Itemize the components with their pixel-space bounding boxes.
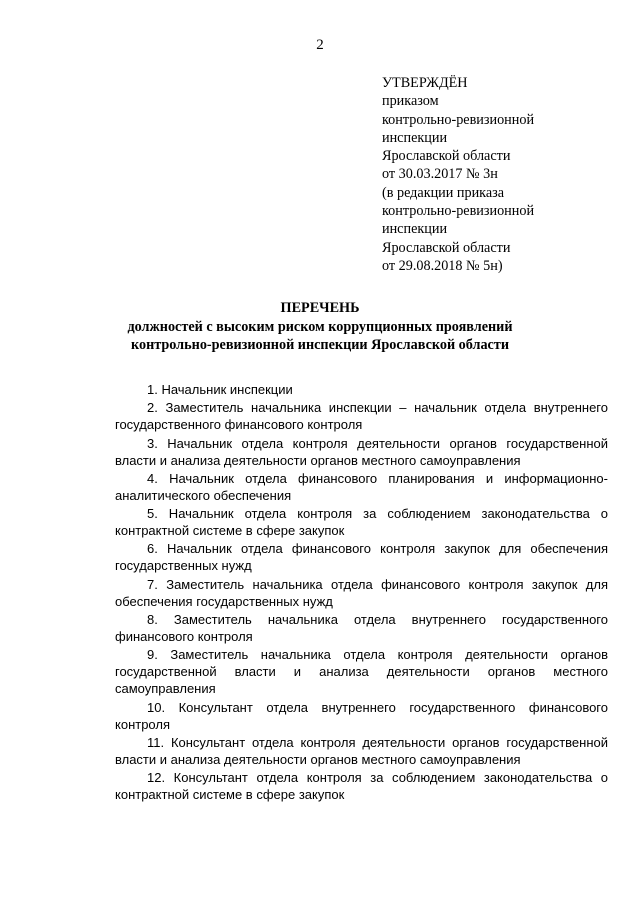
approval-line: инспекции bbox=[382, 221, 448, 238]
document-title bbox=[0, 299, 640, 355]
approval-line: от 30.03.2017 № 3н bbox=[382, 166, 498, 183]
approval-line: от 29.08.2018 № 5н) bbox=[382, 257, 503, 274]
list-item: 1. Начальник инспекции bbox=[147, 382, 293, 397]
approval-line: УТВЕРЖДЁН bbox=[382, 75, 468, 91]
approval-line: Ярославской области bbox=[382, 239, 511, 256]
approval-line: (в редакции приказа bbox=[382, 184, 505, 201]
approval-stamp bbox=[382, 74, 622, 275]
list-item: 12. Консультант отдела контроля за соблюдением законодательства о контрактной системе в сфере закупок bbox=[115, 770, 608, 803]
list-item: 5. Начальник отдела контроля за соблюдением законодательства о контрактной системе в сфере закупок bbox=[115, 506, 608, 539]
approval-line: Ярославской области bbox=[382, 148, 511, 165]
approval-line: инспекции bbox=[382, 129, 448, 146]
title-line: контрольно-ревизионной инспекции Ярославской области bbox=[130, 337, 509, 353]
list-item: 4. Начальник отдела финансового планирования и информационно-аналитического обеспечения bbox=[115, 470, 608, 503]
page-number: 2 bbox=[316, 37, 324, 53]
list-item: 11. Консультант отдела контроля деятельности органов государственной власти и анализа деятельности органов местного самоуправления bbox=[115, 734, 608, 767]
list-item: 3. Начальник отдела контроля деятельности органов государственной власти и анализа деятельности органов местного самоуправления bbox=[115, 435, 608, 468]
positions-list bbox=[115, 381, 608, 805]
title-line: должностей с высоким риском коррупционных проявлений bbox=[127, 318, 513, 335]
list-item: 8. Заместитель начальника отдела внутреннего государственного финансового контроля bbox=[115, 612, 608, 645]
approval-line: контрольно-ревизионной bbox=[382, 111, 535, 128]
list-item: 7. Заместитель начальника отдела финансового контроля закупок для обеспечения государственных нужд bbox=[115, 576, 608, 609]
list-item: 10. Консультант отдела внутреннего государственного финансового контроля bbox=[115, 699, 608, 732]
approval-line: контрольно-ревизионной bbox=[382, 203, 535, 220]
title-heading: ПЕРЕЧЕНЬ bbox=[280, 300, 360, 316]
list-item: 6. Начальник отдела финансового контроля закупок для обеспечения государственных нужд bbox=[115, 541, 608, 574]
list-item: 2. Заместитель начальника инспекции – начальник отдела внутреннего государственного финансового контроля bbox=[115, 400, 608, 433]
approval-line: приказом bbox=[382, 93, 439, 110]
list-item: 9. Заместитель начальника отдела контроля деятельности органов государственной власти и анализа деятельности органов местного самоуправления bbox=[115, 647, 608, 697]
